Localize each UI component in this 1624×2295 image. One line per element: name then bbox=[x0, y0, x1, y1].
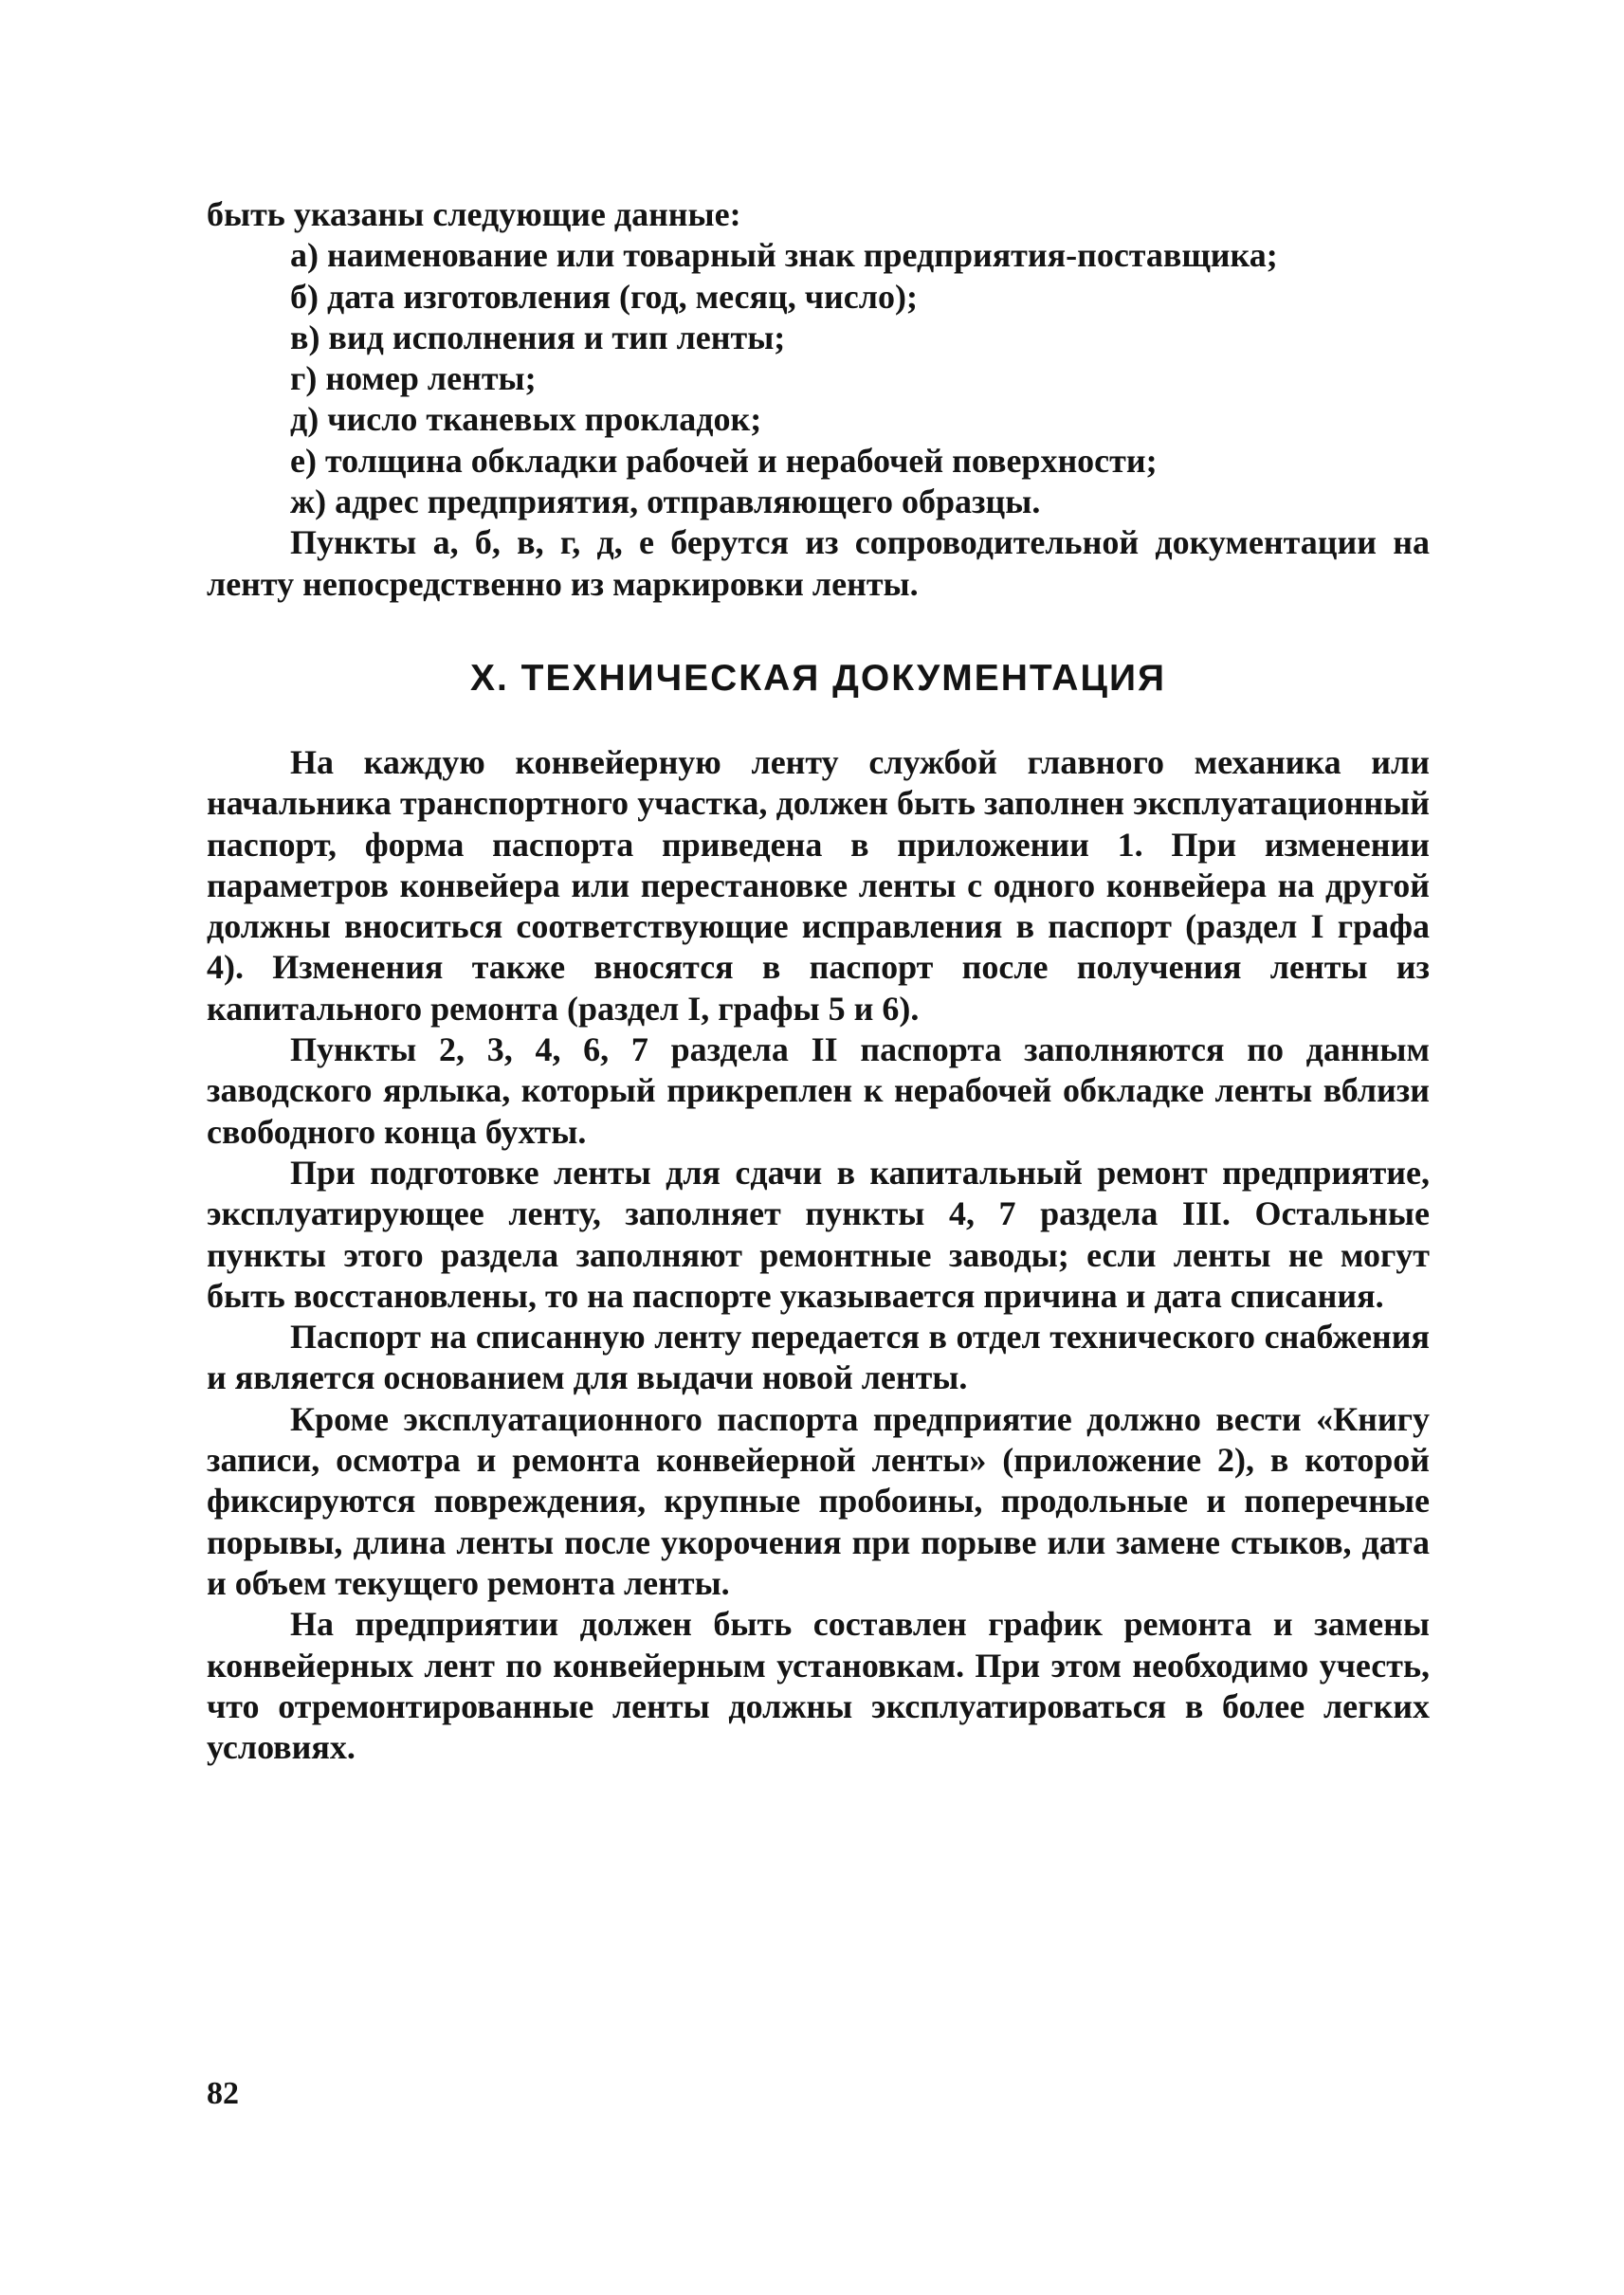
list-item: д) число тканевых прокладок; bbox=[290, 400, 762, 439]
page-text bbox=[207, 194, 1430, 1768]
list-item: б) дата изготовления (год, месяц, число); bbox=[290, 277, 918, 316]
list-item: а) наименование или товарный знак предприятия-поставщика; bbox=[290, 236, 1278, 275]
items-note: Пункты а, б, в, г, д, е берутся из сопроводительной документации на ленту непосредственно из маркировки ленты. bbox=[207, 523, 1430, 603]
section-heading: X. ТЕХНИЧЕСКАЯ ДОКУМЕНТАЦИЯ bbox=[469, 657, 1167, 699]
paragraph: На каждую конвейерную ленту службой главного механика или начальника транспортного участка, должен быть заполнен эксплуатационный паспорт, форма паспорта приведена в приложении 1. При изменении параметров конвейера или перестановке ленты с одного конвейера на другой должны вноситься соответствующие исправления в паспорт (раздел I графа 4). Изменения также вносятся в паспорт после получения ленты из капитального ремонта (раздел I, графы 5 и 6). bbox=[207, 742, 1430, 1028]
paragraph: Кроме эксплуатационного паспорта предприятие должно вести «Книгу записи, осмотра и ремонта конвейерной ленты» (приложение 2), в которой фиксируются повреждения, крупные пробоины, продольные и поперечные порывы, длина ленты после укорочения при порыве или замене стыков, дата и объем текущего ремонта ленты. bbox=[207, 1399, 1430, 1602]
intro-line: быть указаны следующие данные: bbox=[207, 195, 741, 233]
list-item: ж) адрес предприятия, отправляющего образцы. bbox=[290, 483, 1041, 521]
list-item: е) толщина обкладки рабочей и нерабочей поверхности; bbox=[290, 441, 1158, 480]
paragraph: Пункты 2, 3, 4, 6, 7 раздела II паспорта заполняются по данным заводского ярлыка, который прикреплен к нерабочей обкладке ленты вблизи свободного конца бухты. bbox=[207, 1030, 1430, 1151]
page-number: 82 bbox=[207, 2076, 239, 2111]
paragraph: На предприятии должен быть составлен график ремонта и замены конвейерных лент по конвейерным установкам. При этом необходимо учесть, что отремонтированные ленты должны эксплуатироваться в более легких условиях. bbox=[207, 1605, 1430, 1767]
paragraph: Паспорт на списанную ленту передается в отдел технического снабжения и является основанием для выдачи новой ленты. bbox=[207, 1318, 1430, 1397]
paragraph: При подготовке ленты для сдачи в капитальный ремонт предприятие, эксплуатирующее ленту, заполняет пункты 4, 7 раздела III. Остальные пункты этого раздела заполняют ремонтные заводы; если ленты не могут быть восстановлены, то на паспорте указывается причина и дата списания. bbox=[207, 1153, 1430, 1315]
list-item: г) номер ленты; bbox=[290, 359, 537, 398]
list-item: в) вид исполнения и тип ленты; bbox=[290, 318, 786, 356]
